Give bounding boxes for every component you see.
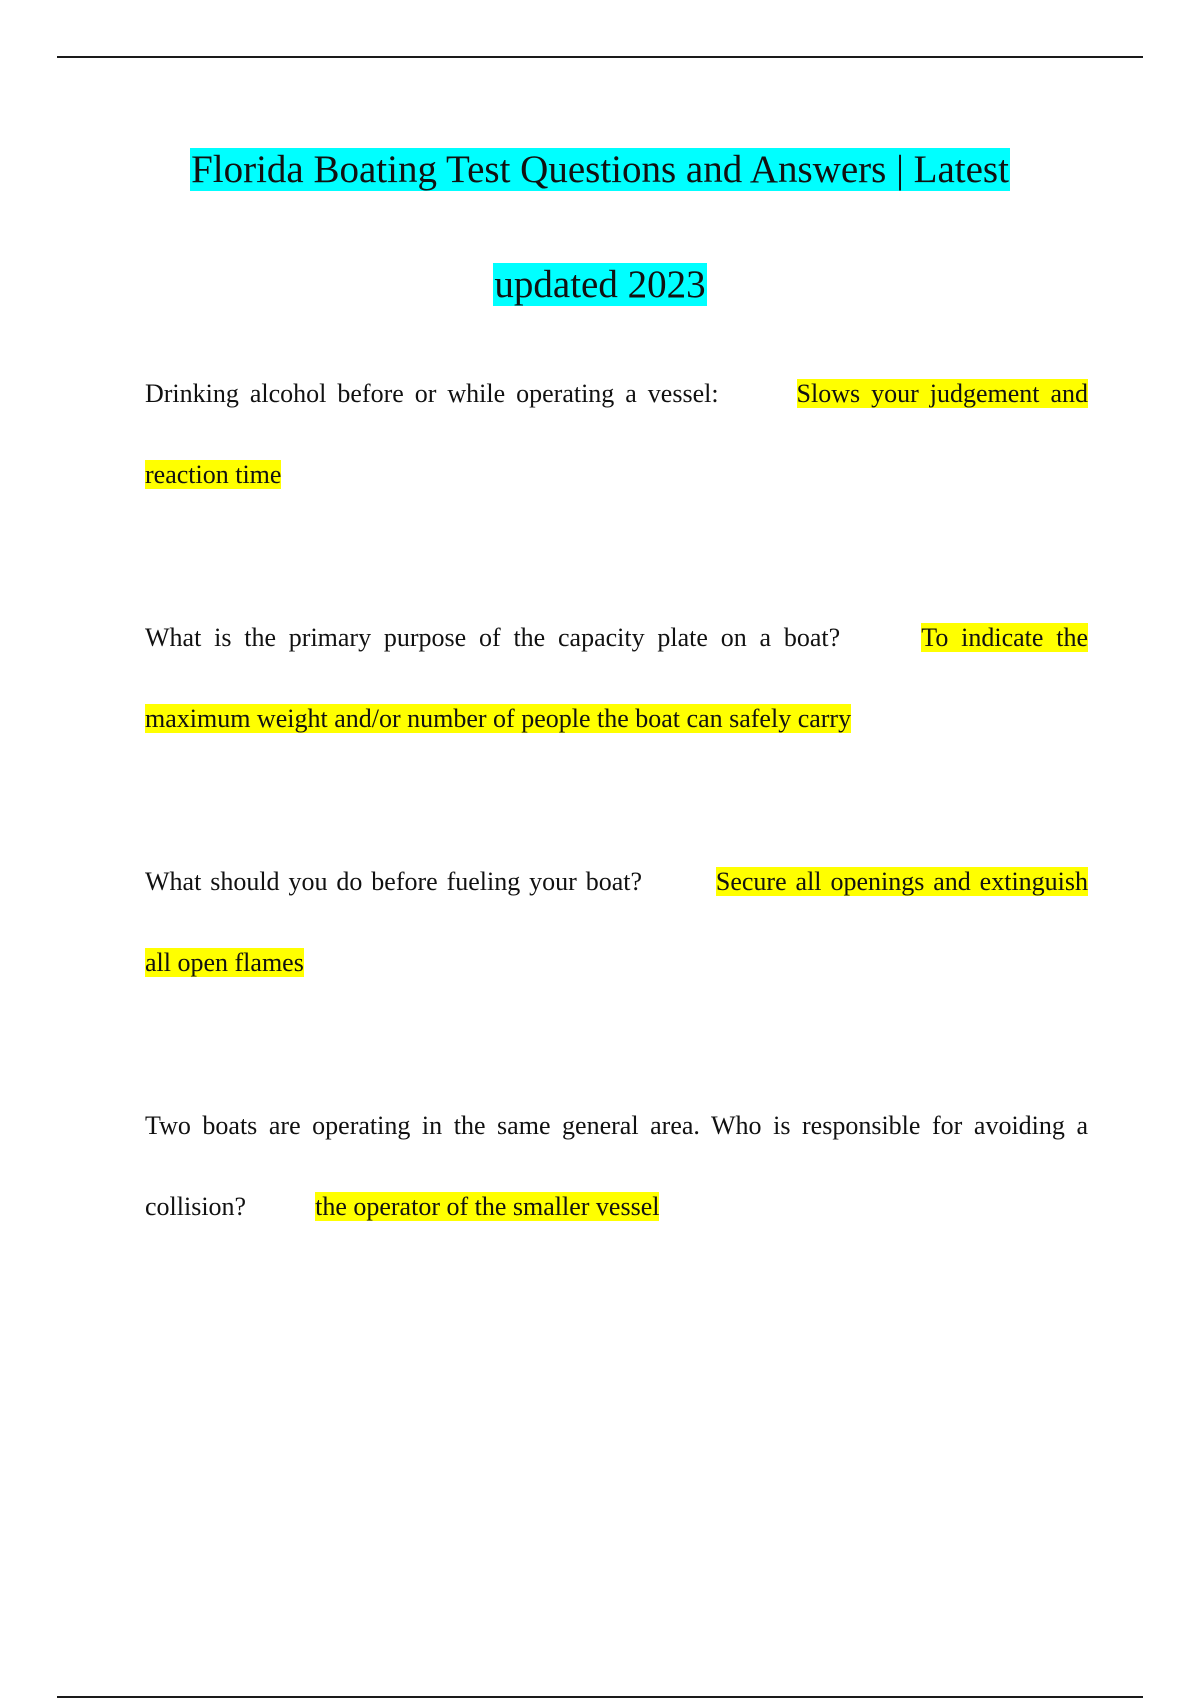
top-rule (57, 56, 1143, 58)
qa-item-2 (145, 597, 1088, 759)
question-text: What is the primary purpose of the capacity plate on a boat? (145, 623, 841, 652)
answer-text: Slows your judgement and reaction time (145, 379, 1089, 489)
qa-item-1 (145, 353, 1088, 515)
page-title-line-2 (0, 260, 1200, 310)
qa-item-3 (145, 841, 1088, 1003)
title-text-1: Florida Boating Test Questions and Answers | Latest (191, 148, 1009, 191)
bottom-rule (57, 1696, 1143, 1698)
qa-item-4 (145, 1085, 1088, 1247)
question-text: What should you do before fueling your boat? (145, 867, 643, 896)
page-title-line-1 (0, 145, 1200, 195)
question-text: Drinking alcohol before or while operating a vessel: (145, 379, 719, 408)
answer-text: the operator of the smaller vessel (315, 1192, 660, 1221)
title-text-2: updated 2023 (494, 263, 706, 306)
answer-text: Secure all openings and extinguish all open flames (145, 867, 1089, 977)
answer-text: To indicate the maximum weight and/or number of people the boat can safely carry (145, 623, 1089, 733)
question-text: Two boats are operating in the same general area. Who is responsible for avoiding a collision? (145, 1111, 1088, 1221)
